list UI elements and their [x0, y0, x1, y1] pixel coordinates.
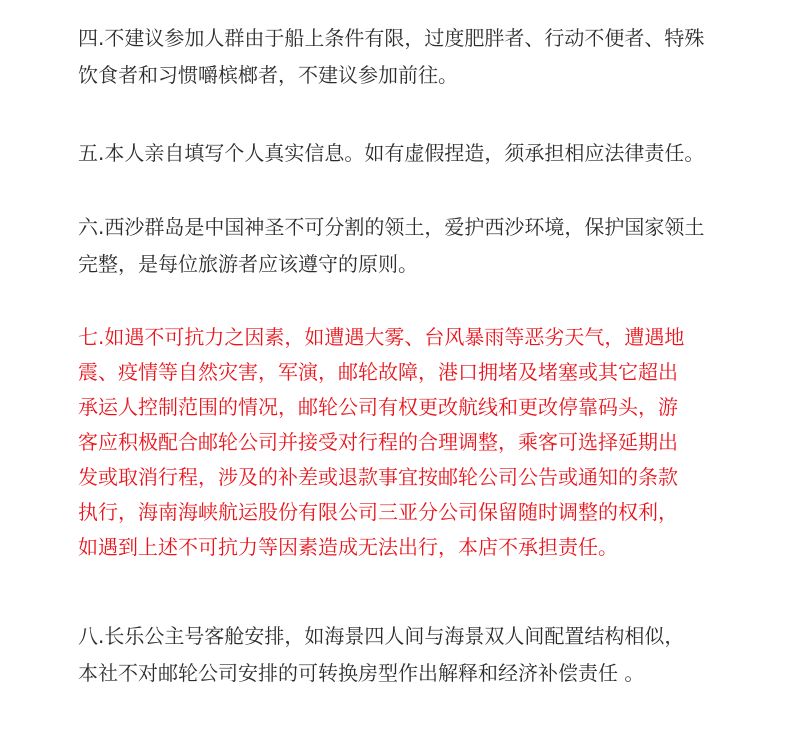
item-6-line-1: 六.西沙群岛是中国神圣不可分割的领土，爱护西沙环境，保护国家领土 [78, 215, 705, 239]
item-7-line-5: 发或取消行程，涉及的补差或退款事宜按邮轮公司公告或通知的条款 [78, 465, 678, 489]
notice-item-8 [78, 618, 778, 692]
item-8-line-1: 八.长乐公主号客舱安排，如海景四人间与海景双人间配置结构相似， [78, 624, 685, 648]
notice-item-7-highlighted [78, 320, 778, 565]
item-7-line-6: 执行，海南海峡航运股份有限公司三亚分公司保留随时调整的权利， [78, 500, 678, 524]
notice-item-6 [78, 209, 778, 283]
item-7-line-2: 震、疫情等自然灾害，军演，邮轮故障，港口拥堵及堵塞或其它超出 [78, 360, 678, 384]
item-7-line-7: 如遇到上述不可抗力等因素造成无法出行，本店不承担责任。 [78, 535, 618, 559]
item-7-line-3: 承运人控制范围的情况，邮轮公司有权更改航线和更改停靠码头，游 [78, 395, 678, 419]
item-8-line-2: 本社不对邮轮公司安排的可转换房型作出解释和经济补偿责任 。 [78, 661, 645, 685]
item-4-line-2: 饮食者和习惯嚼槟榔者，不建议参加前往。 [78, 63, 458, 87]
item-7-line-4: 客应积极配合邮轮公司并接受对行程的合理调整，乘客可选择延期出 [78, 430, 678, 454]
notice-item-4 [78, 20, 778, 94]
notice-item-5 [78, 135, 778, 172]
item-5-line-1: 五.本人亲自填写个人真实信息。如有虚假捏造，须承担相应法律责任。 [78, 141, 705, 165]
item-7-line-1: 七.如遇不可抗力之因素，如遭遇大雾、台风暴雨等恶劣天气，遭遇地 [78, 325, 685, 349]
item-6-line-2: 完整，是每位旅游者应该遵守的原则。 [78, 252, 418, 276]
item-4-line-1: 四.不建议参加人群由于船上条件有限，过度肥胖者、行动不便者、特殊 [78, 26, 705, 50]
